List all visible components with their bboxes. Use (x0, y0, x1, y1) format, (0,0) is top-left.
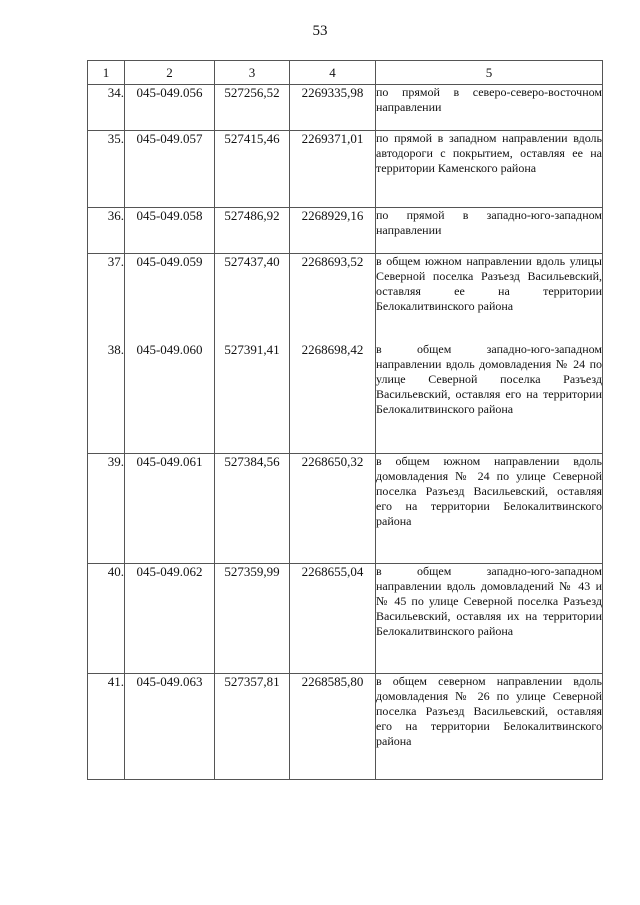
column-header: 2 (125, 61, 215, 85)
coord-y: 2268929,16 (290, 208, 376, 254)
row-number: 40. (88, 564, 125, 674)
column-header: 4 (290, 61, 376, 85)
boundary-description: по прямой в западно-юго-западном направлении (376, 208, 603, 254)
coord-x: 527437,40 (215, 254, 290, 342)
row-number: 35. (88, 131, 125, 208)
table-row (88, 454, 603, 564)
table-row (88, 131, 603, 208)
point-code: 045-049.061 (125, 454, 215, 564)
coord-y: 2268693,52 (290, 254, 376, 342)
table-row (88, 564, 603, 674)
row-number: 41. (88, 674, 125, 780)
row-number: 36. (88, 208, 125, 254)
coord-y: 2268650,32 (290, 454, 376, 564)
row-number: 34. (88, 85, 125, 131)
point-code: 045-049.058 (125, 208, 215, 254)
coord-x: 527486,92 (215, 208, 290, 254)
coord-y: 2268585,80 (290, 674, 376, 780)
point-code: 045-049.057 (125, 131, 215, 208)
column-header: 5 (376, 61, 603, 85)
coord-x: 527256,52 (215, 85, 290, 131)
boundary-description: по прямой в западном направлении вдоль автодороги с покрытием, оставляя ее на территории Каменского района (376, 131, 603, 208)
table-row (88, 208, 603, 254)
coord-x: 527384,56 (215, 454, 290, 564)
table-row (88, 254, 603, 342)
table-row (88, 674, 603, 780)
boundary-description: в общем южном направлении вдоль домовладения № 24 по улице Северной поселка Разъезд Васильевский, оставляя его на территории Белокалитвинского района (376, 454, 603, 564)
coord-y: 2268698,42 (290, 342, 376, 454)
table-row (88, 342, 603, 454)
boundary-points-table (87, 60, 603, 780)
boundary-description: в общем южном направлении вдоль улицы Северной поселка Разъезд Васильевский, оставляя ее на территории Белокалитвинского района (376, 254, 603, 342)
row-number: 39. (88, 454, 125, 564)
point-code: 045-049.063 (125, 674, 215, 780)
coord-x: 527391,41 (215, 342, 290, 454)
column-header: 3 (215, 61, 290, 85)
point-code: 045-049.060 (125, 342, 215, 454)
row-number: 37. (88, 254, 125, 342)
coord-y: 2269371,01 (290, 131, 376, 208)
page-number: 53 (312, 23, 328, 39)
boundary-description: в общем западно-юго-западном направлении вдоль домовладений № 43 и № 45 по улице Северной поселка Разъезд Васильевский, оставляя их на территории Белокалитвинского района (376, 564, 603, 674)
coord-y: 2268655,04 (290, 564, 376, 674)
row-number: 38. (88, 342, 125, 454)
point-code: 045-049.059 (125, 254, 215, 342)
coord-x: 527357,81 (215, 674, 290, 780)
boundary-description: в общем западно-юго-западном направлении вдоль домовладения № 24 по улице Северной поселка Разъезд Васильевский, оставляя его на территории Белокалитвинского района (376, 342, 603, 454)
boundary-description: в общем северном направлении вдоль домовладения № 26 по улице Северной поселка Разъезд Васильевский, оставляя его на территории Белокалитвинского района (376, 674, 603, 780)
table-header-row (88, 61, 603, 85)
point-code: 045-049.056 (125, 85, 215, 131)
coord-y: 2269335,98 (290, 85, 376, 131)
column-header: 1 (88, 61, 125, 85)
boundary-description: по прямой в северо-северо-восточном направлении (376, 85, 603, 131)
coord-x: 527359,99 (215, 564, 290, 674)
coord-x: 527415,46 (215, 131, 290, 208)
point-code: 045-049.062 (125, 564, 215, 674)
table-row (88, 85, 603, 131)
